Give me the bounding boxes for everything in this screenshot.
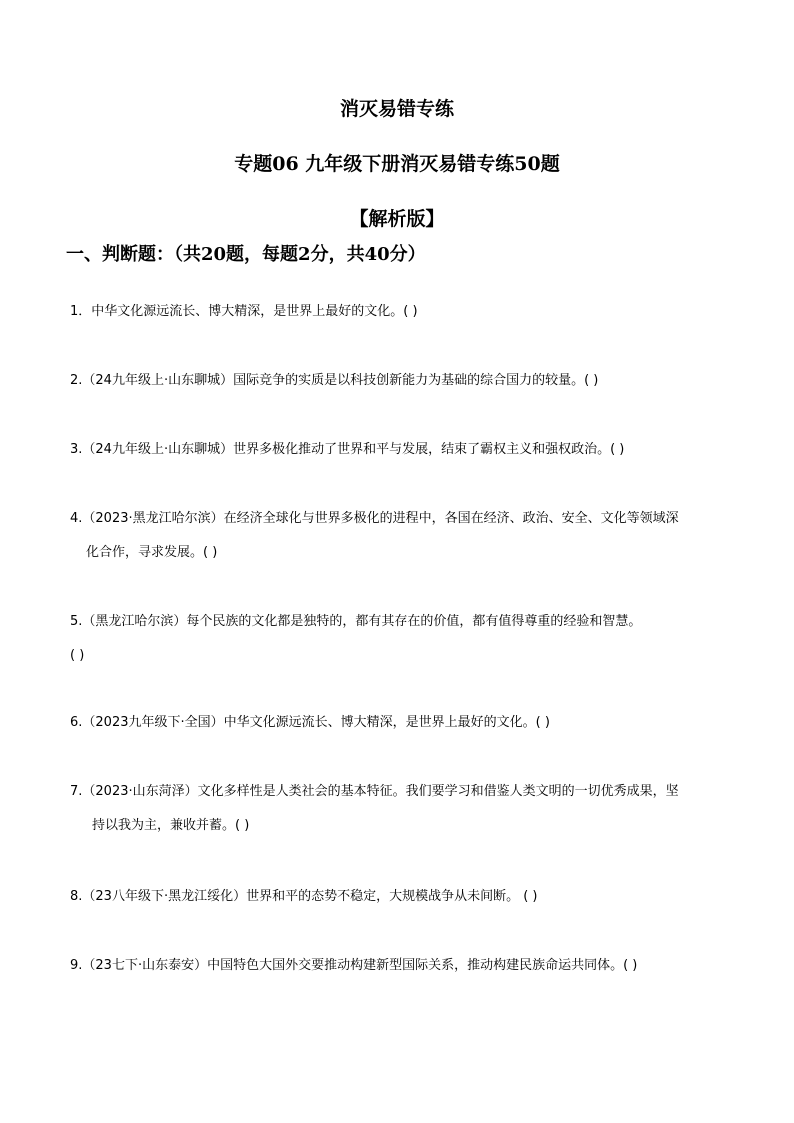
question-text: 9.（23七下·山东泰安）中国特色大国外交要推动构建新型国际关系，推动构建民族命运共同体。( ) [70,958,638,973]
question-item [70,949,735,983]
question-text: 2.（24九年级上·山东聊城）国际竞争的实质是以科技创新能力为基础的综合国力的较量。( ) [70,373,599,388]
question-text-continued: 持以我为主，兼收并蓄。( ) [92,818,250,833]
edition-label: 【解析版】 [349,208,445,230]
question-text: 4.（2023·黑龙江哈尔滨）在经济全球化与世界多极化的进程中，各国在经济、政治、安全、文化等领域深 [70,511,679,526]
section-heading: 一、判断题：（共20题，每题2分，共40分） [66,244,426,265]
question-text: 7.（2023·山东菏泽）文化多样性是人类社会的基本特征。我们要学习和借鉴人类文明的一切优秀成果，坚 [70,784,679,799]
document-title: 消灭易错专练 [339,98,454,120]
question-item [70,706,735,740]
question-text: 3.（24九年级上·山东聊城）世界多极化推动了世界和平与发展，结束了霸权主义和强权政治。( ) [70,442,625,457]
question-text-continued: ( ) [70,648,85,663]
question-text: 6.（2023九年级下·全国）中华文化源远流长、博大精深，是世界上最好的文化。( ) [70,715,550,730]
question-text: 8.（23八年级下·黑龙江绥化）世界和平的态势不稳定，大规模战争从未间断。 ( ) [70,889,538,904]
question-text: 1．中华文化源远流长、博大精深，是世界上最好的文化。( ) [70,304,418,319]
question-text: 5.（黑龙江哈尔滨）每个民族的文化都是独特的，都有其存在的价值，都有值得尊重的经验和智慧。 [70,614,642,629]
question-item [70,605,735,673]
question-item [70,502,735,570]
question-item [70,295,735,329]
question-text-continued: 化合作，寻求发展。( ) [86,545,218,560]
question-item [70,433,735,467]
question-item [70,775,735,843]
document-subtitle: 专题06 九年级下册消灭易错专练50题 [234,153,560,175]
question-item [70,880,735,914]
question-item [70,364,735,398]
